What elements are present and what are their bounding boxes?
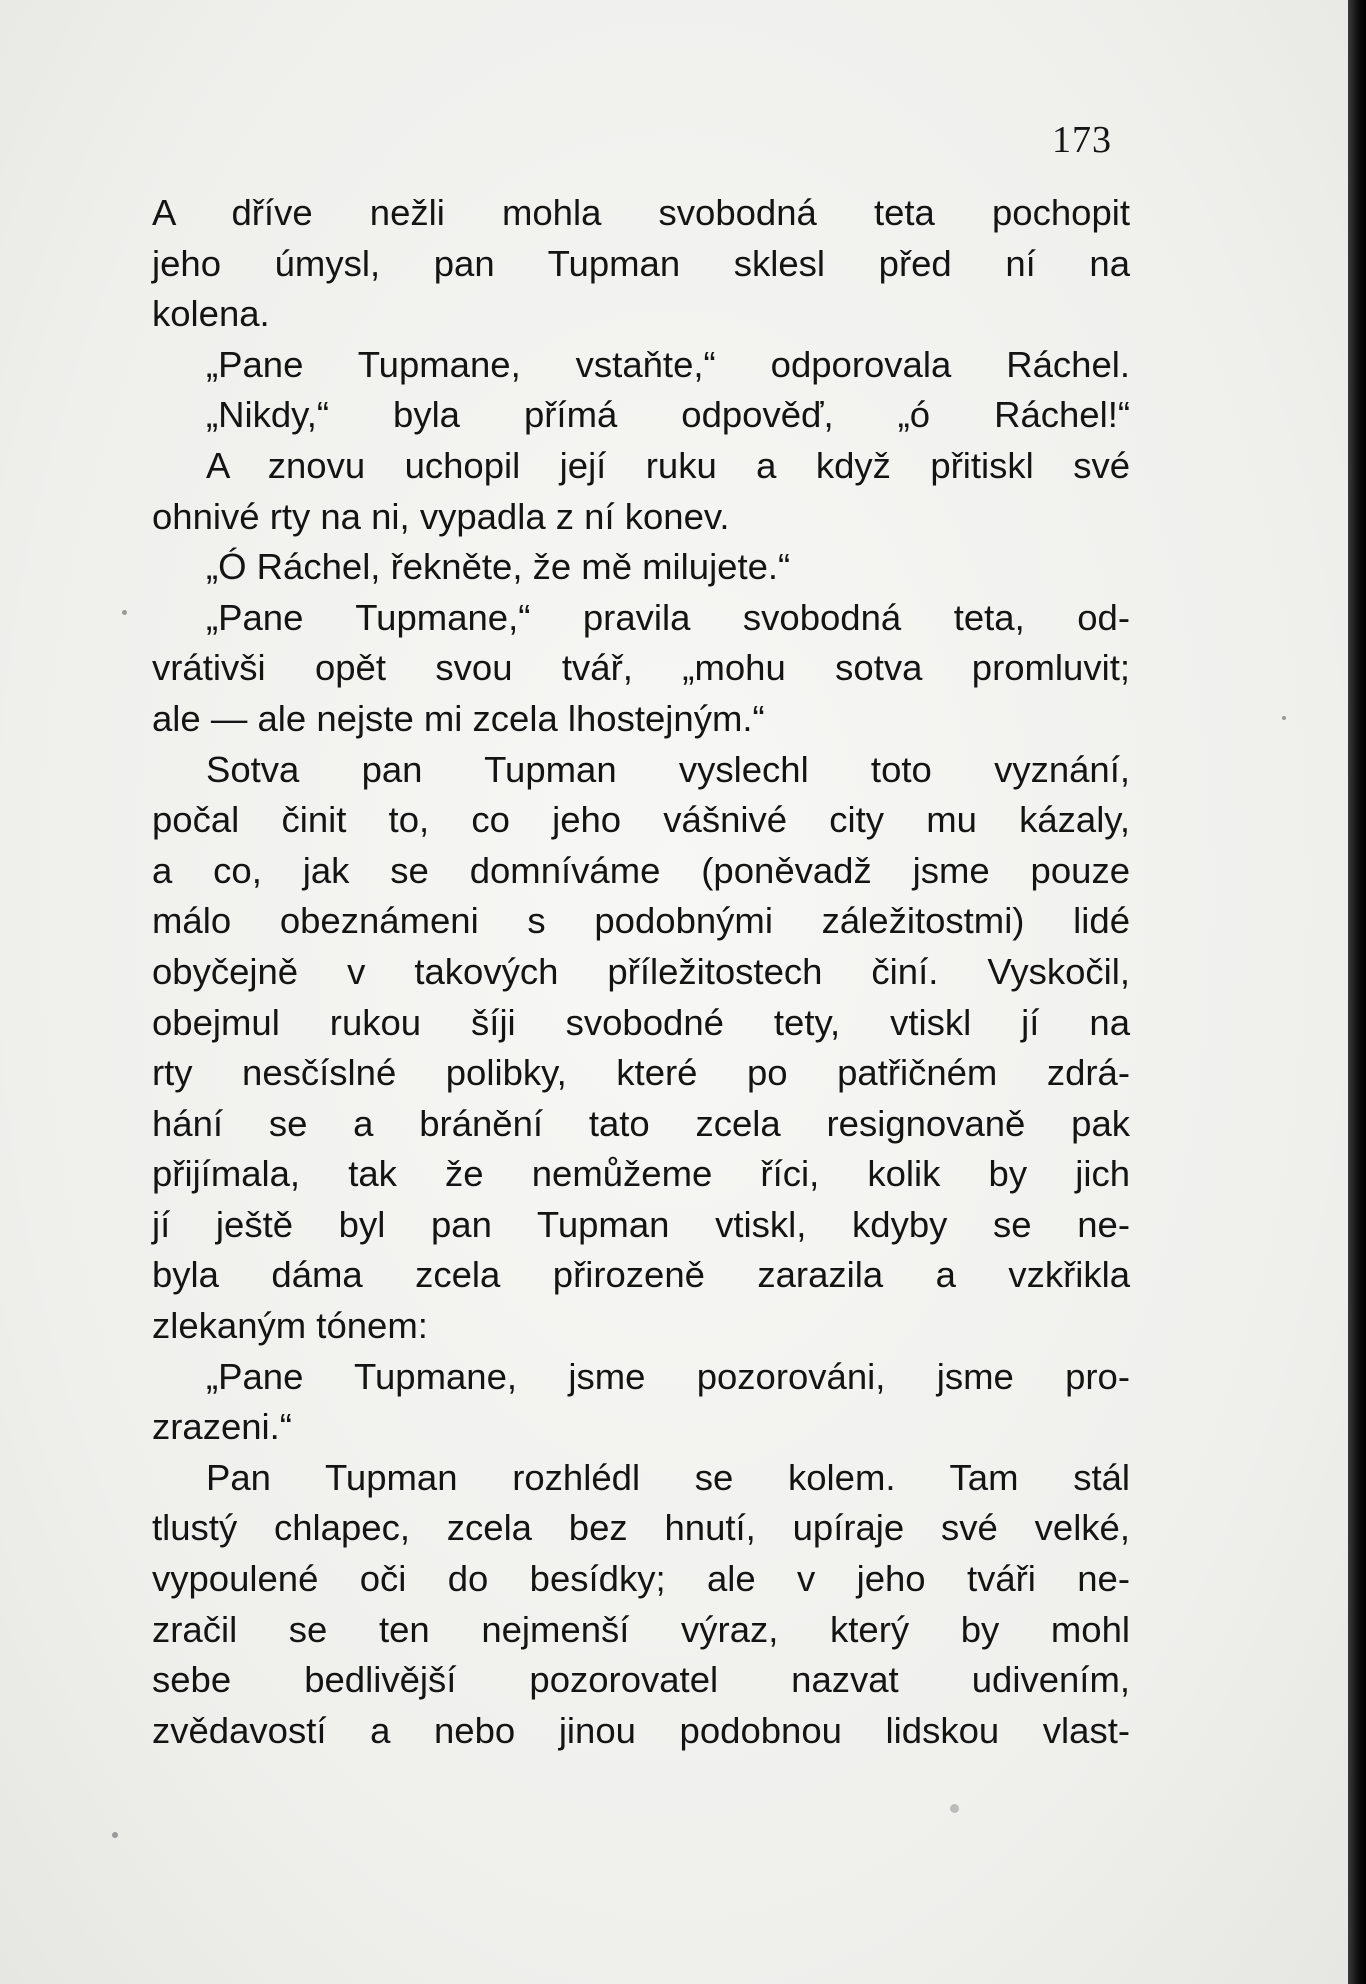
paper-speck — [122, 610, 127, 615]
text-line: „Pane Tupmane, jsme pozorováni, jsme pro- — [206, 1355, 1130, 1397]
text-line: „Pane Tupmane,“ pravila svobodná teta, od- — [206, 596, 1130, 638]
text-line: jeho úmysl, pan Tupman sklesl před ní na — [152, 242, 1130, 284]
text-line: A dříve nežli mohla svobodná teta pochopit — [152, 192, 1130, 233]
text-line: obejmul rukou šíji svobodné tety, vtiskl jí na — [152, 1001, 1130, 1043]
text-line: zrazeni.“ — [152, 1406, 292, 1448]
text-line: zlekaným tónem: — [152, 1305, 428, 1347]
text-line: obyčejně v takových příležitostech činí. Vyskočil, — [152, 950, 1130, 992]
text-line: málo obeznámeni s podobnými záležitostmi) lidé — [152, 900, 1130, 942]
text-line: hání se a bránění tato zcela resignovaně pak — [152, 1102, 1130, 1144]
text-line: tlustý chlapec, zcela bez hnutí, upíraje své velké, — [152, 1507, 1130, 1549]
text-line: počal činit to, co jeho vášnivé city mu kázaly, — [152, 799, 1130, 841]
text-line: A znovu uchopil její ruku a když přitiskl své — [206, 444, 1130, 486]
text-line: rty nesčíslné polibky, které po patřičném zdrá- — [152, 1052, 1130, 1094]
page-number: 173 — [1052, 119, 1112, 161]
text-line: jí ještě byl pan Tupman vtiskl, kdyby se ne- — [152, 1203, 1130, 1245]
text-line: kolena. — [152, 293, 270, 335]
text-line: Pan Tupman rozhlédl se kolem. Tam stál — [206, 1456, 1130, 1498]
text-line: byla dáma zcela přirozeně zarazila a vzkřikla — [152, 1254, 1130, 1296]
text-line: ale — ale nejste mi zcela lhostejným.“ — [152, 697, 765, 739]
page-edge-shadow — [1348, 0, 1366, 1984]
text-line: ohnivé rty na ni, vypadla z ní konev. — [152, 495, 730, 537]
text-line: přijímala, tak že nemůžeme říci, kolik by jich — [152, 1153, 1130, 1195]
text-line: vrátivši opět svou tvář, „mohu sotva promluvit; — [152, 647, 1130, 689]
text-line: „Nikdy,“ byla přímá odpověď, „ó Ráchel!“ — [206, 394, 1130, 436]
paper-speck — [1282, 716, 1286, 720]
text-line: „Pane Tupmane, vstaňte,“ odporovala Ráchel. — [206, 343, 1130, 385]
text-line: zvědavostí a nebo jinou podobnou lidskou vlast- — [152, 1709, 1130, 1751]
paper-speck — [112, 1832, 118, 1838]
paper-speck — [950, 1804, 959, 1813]
text-line: vypoulené oči do besídky; ale v jeho tváři ne- — [152, 1558, 1130, 1600]
text-line: sebe bedlivější pozorovatel nazvat udivením, — [152, 1659, 1130, 1701]
text-line: zračil se ten nejmenší výraz, který by mohl — [152, 1608, 1130, 1650]
text-line: a co, jak se domníváme (poněvadž jsme pouze — [152, 849, 1130, 891]
body-text — [152, 188, 1130, 1756]
text-line: „Ó Ráchel, řekněte, že mě milujete.“ — [206, 546, 791, 588]
text-line: Sotva pan Tupman vyslechl toto vyznání, — [206, 748, 1130, 790]
